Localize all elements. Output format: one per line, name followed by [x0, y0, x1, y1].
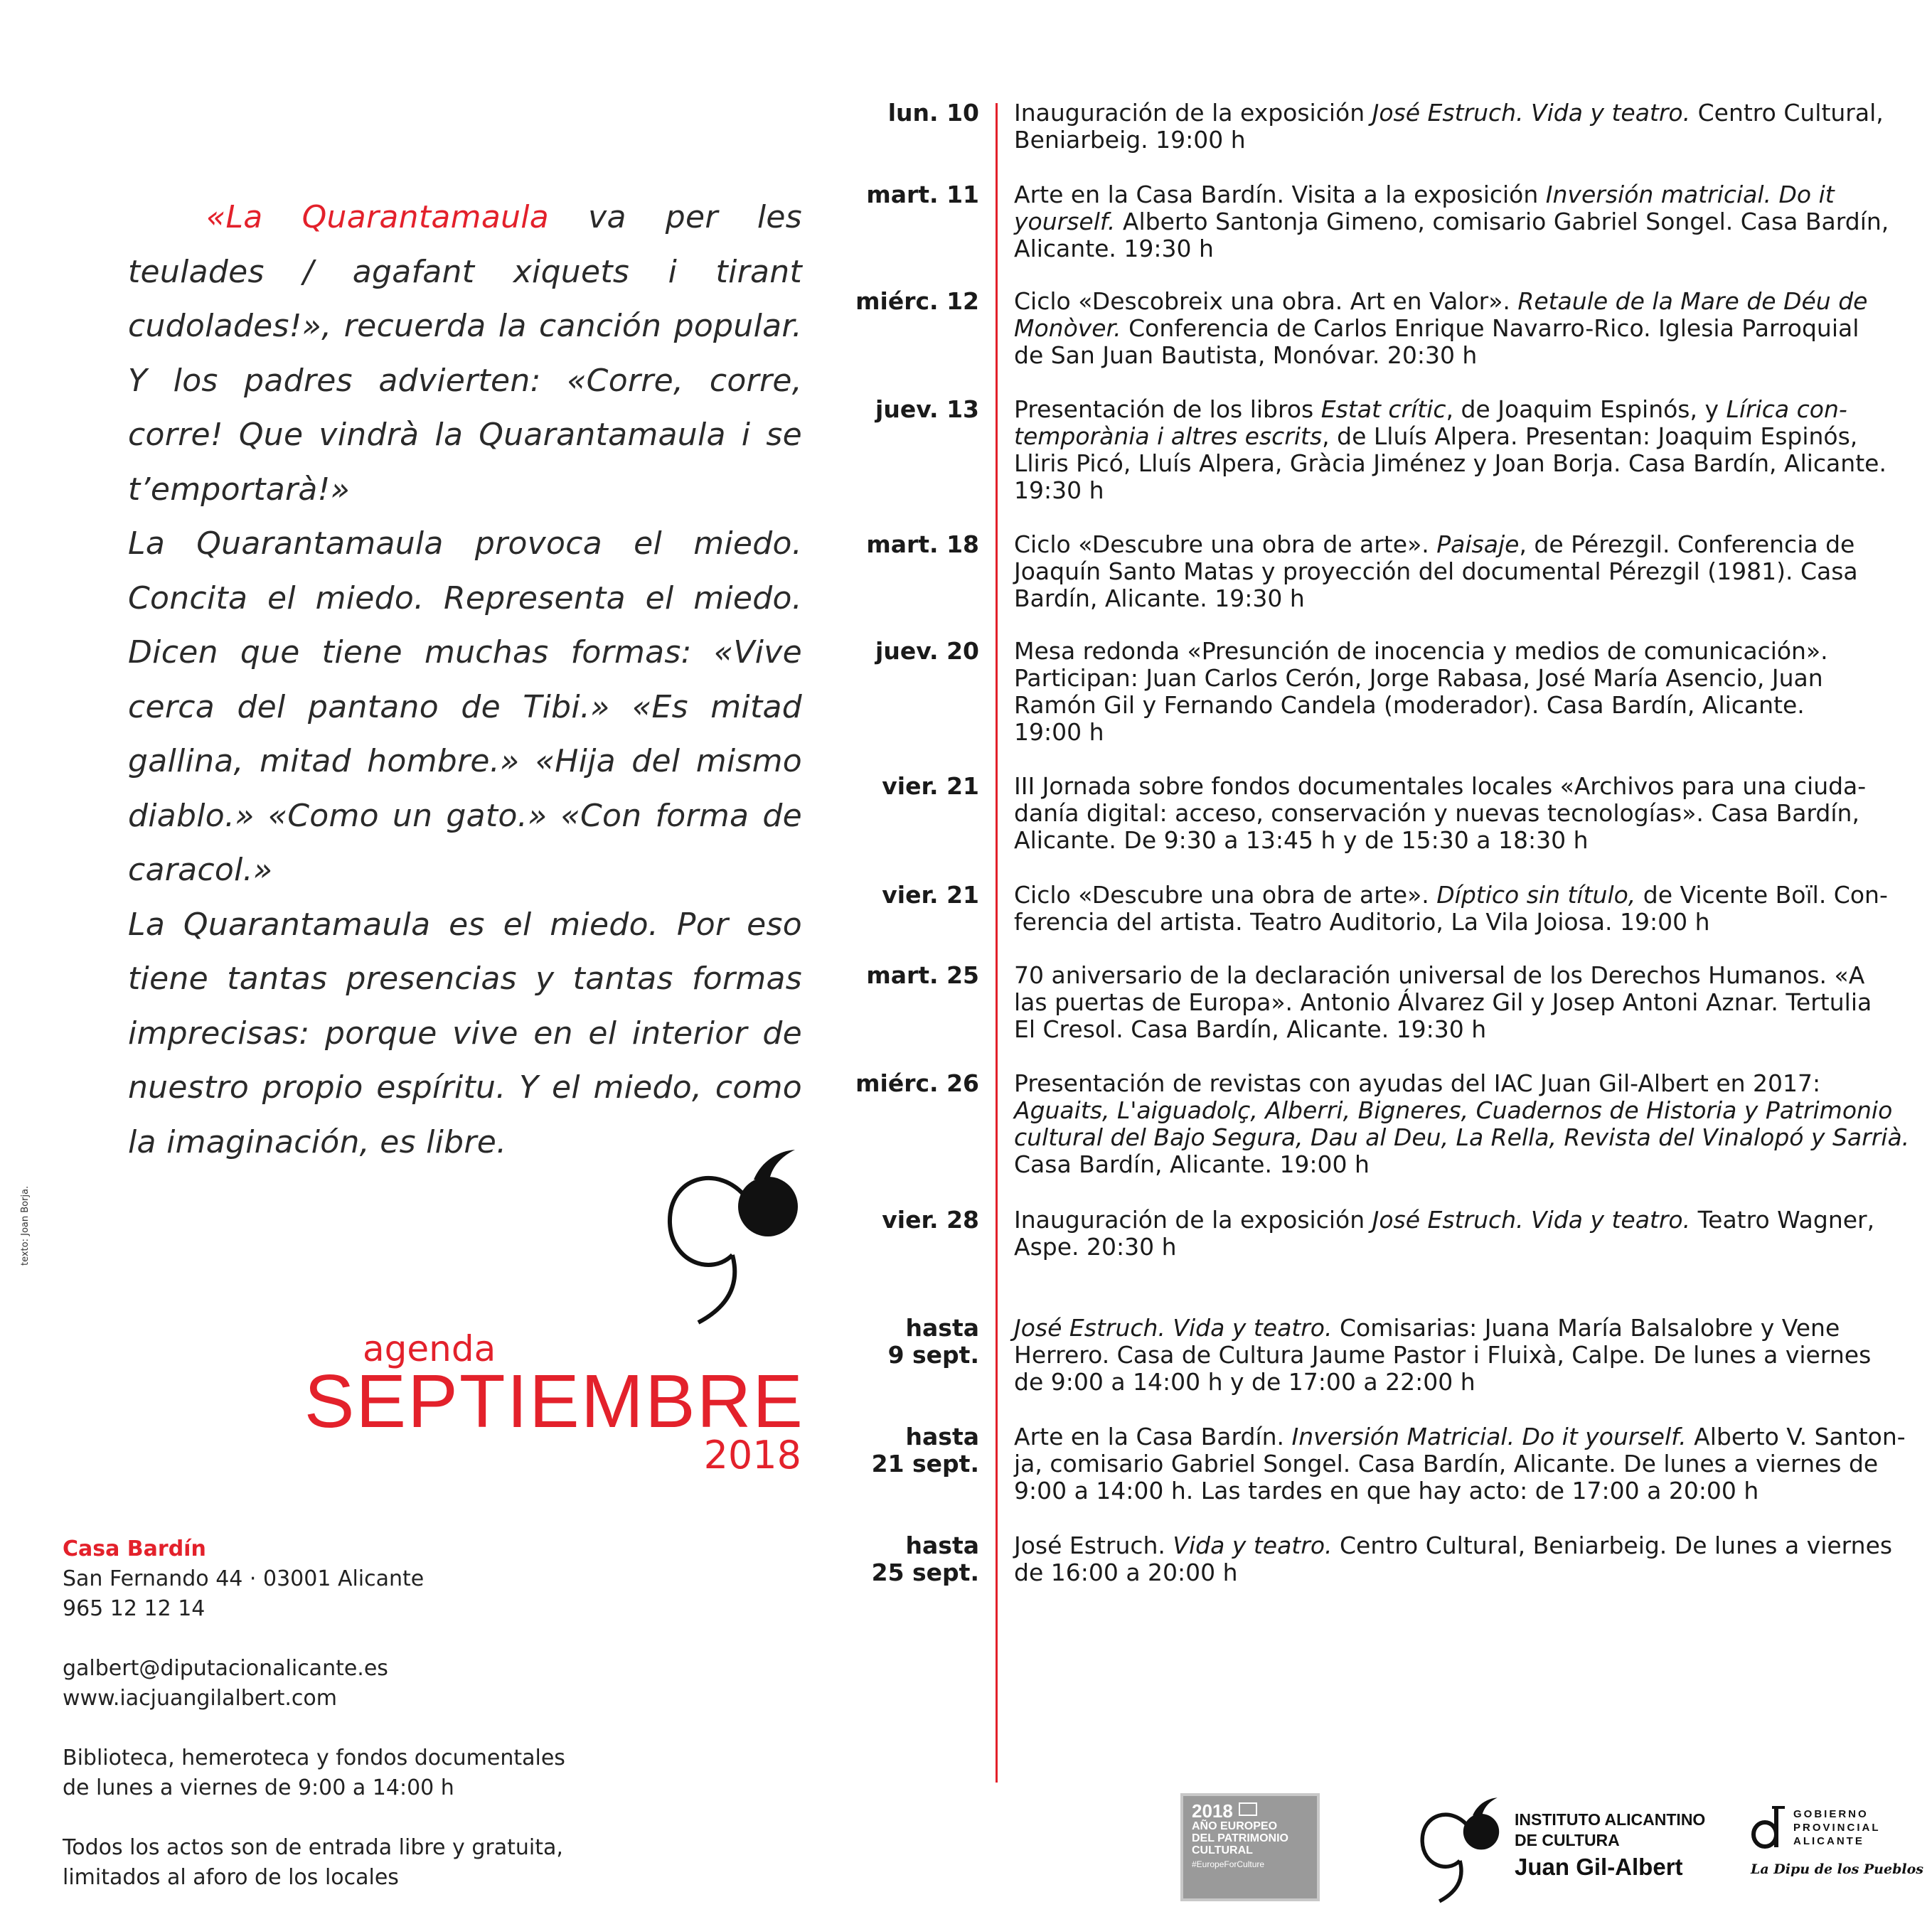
event-description [1014, 181, 1903, 262]
event-description-line [1014, 1450, 1903, 1478]
event-description-line [1014, 909, 1903, 936]
event-title-italic: Vida y teatro. [1173, 1532, 1333, 1559]
event-text: Bardín, Alicante. 19:30 h [1014, 584, 1305, 612]
event-date [794, 1207, 979, 1234]
event-text: de San Juan Bautista, Monóvar. 20:30 h [1014, 341, 1478, 369]
agenda-label: agenda [363, 1328, 496, 1369]
event-description-line [1014, 1207, 1903, 1234]
event-text: Arte en la Casa Bardín. [1014, 1423, 1292, 1450]
event-date [794, 531, 979, 558]
event-text: Inauguración de la exposición [1014, 99, 1372, 127]
event-description-line [1014, 315, 1903, 342]
event-title-italic: temporània i altres escrits [1014, 422, 1323, 450]
event-description-line [1014, 558, 1903, 585]
event-text: Alberto Santonja Gimeno, comisario Gabriel Songel. Casa Bardín, [1115, 208, 1889, 235]
quote-paragraph-1 [128, 191, 802, 517]
iac-comma-logo-icon [1417, 1793, 1503, 1907]
event-date-line: juev. 13 [875, 395, 979, 423]
event-text: Lliris Picó, Lluís Alpera, Gràcia Jiménez y Joan Borja. Casa Bardín, Alicante. [1014, 449, 1886, 477]
event-description-line [1014, 1151, 1903, 1178]
event-description [1014, 288, 1903, 369]
iac-name: Juan Gil-Albert [1515, 1854, 1683, 1880]
event-date-line: hasta [905, 1423, 979, 1450]
event-description [1014, 1315, 1903, 1396]
event-date [794, 773, 979, 800]
event-description-line [1014, 288, 1903, 315]
event-date-line: 9 sept. [887, 1341, 979, 1369]
dipu-logo-text [1793, 1807, 1881, 1848]
dipu-a-logo-icon [1751, 1800, 1786, 1850]
event-description-line [1014, 450, 1903, 477]
event-date [794, 288, 979, 315]
event-title-italic: Lírica con- [1726, 395, 1847, 423]
event-description-line [1014, 1097, 1903, 1124]
event-text: Beniarbeig. 19:00 h [1014, 126, 1246, 154]
event-description-line [1014, 1369, 1903, 1396]
event-description [1014, 1423, 1906, 1505]
event-title-italic: Díptico sin título, [1436, 881, 1636, 909]
event-text: Participan: Juan Carlos Cerón, Jorge Rabasa, José María Asencio, Juan [1014, 664, 1823, 692]
quote-paragraph-2: La Quarantamaula provoca el miedo. Concita el miedo. Representa el miedo. Dicen que tiene muchas formas: «Vive cerca del pantano de Tibi.» «Es mitad gallina, mitad hombre.» «Hija del mismo diablo.» «Como un gato.» «Con forma de caracol.» [128, 525, 802, 888]
event-text: 70 aniversario de la declaración universal de los Derechos Humanos. «A [1014, 961, 1865, 989]
event-description-line [1014, 1070, 1903, 1097]
event-date [794, 1315, 979, 1369]
event-text: 19:30 h [1014, 476, 1104, 504]
event-title-italic: yourself. [1014, 208, 1116, 235]
event-date-line: 21 sept. [871, 1450, 979, 1478]
event-text: ja, comisario Gabriel Songel. Casa Bardín, Alicante. De lunes a viernes de [1014, 1450, 1879, 1478]
event-description-line [1014, 1234, 1903, 1261]
event-text: Inauguración de la exposición [1014, 1206, 1372, 1234]
event-description-line [1014, 989, 1903, 1016]
venue-name: Casa Bardín [63, 1537, 206, 1561]
event-text: José Estruch. [1014, 1532, 1173, 1559]
event-description-line [1014, 638, 1903, 665]
event-title-italic: Inversión Matricial. Do it yourself. [1291, 1423, 1687, 1450]
event-date-line: mart. 11 [866, 181, 979, 208]
event-description [1014, 882, 1903, 936]
venue-address: San Fernando 44 · 03001 Alicante [63, 1566, 425, 1591]
event-description-line [1014, 1123, 1910, 1151]
event-text: de Vicente Boïl. Con- [1635, 881, 1888, 909]
event-description-line [1014, 1532, 1903, 1559]
dipu-line-3: ALICANTE [1793, 1835, 1864, 1847]
eu-text-1: AÑO EUROPEO [1192, 1820, 1278, 1833]
event-title-italic: José Estruch. Vida y teatro. [1372, 1206, 1691, 1234]
event-text: Herrero. Casa de Cultura Jaume Pastor i Fluixà, Calpe. De lunes a viernes [1014, 1341, 1872, 1369]
event-date-line: hasta [905, 1314, 979, 1342]
event-description-line [1014, 882, 1903, 909]
entry-note-2: limitados al aforo de los locales [63, 1865, 399, 1890]
eu-heritage-badge [1180, 1793, 1320, 1901]
dipu-line-2: PROVINCIAL [1793, 1822, 1881, 1834]
entry-note-1: Todos los actos son de entrada libre y gratuita, [63, 1835, 563, 1860]
event-text: Centro Cultural, [1690, 99, 1884, 127]
event-text: Ciclo «Descobreix una obra. Art en Valor». [1014, 287, 1518, 315]
event-text: ferencia del artista. Teatro Auditorio, La Vila Joiosa. 19:00 h [1014, 908, 1710, 936]
event-text: las puertas de Europa». Antonio Álvarez Gil y Josep Antoni Aznar. Tertulia [1014, 988, 1872, 1016]
event-description-line [1014, 962, 1903, 989]
event-date-line: miérc. 12 [855, 287, 979, 315]
event-description [1014, 531, 1903, 612]
quote-title: La Quarantamaula [225, 199, 550, 235]
event-text: Arte en la Casa Bardín. Visita a la exposición [1014, 181, 1546, 208]
event-text: III Jornada sobre fondos documentales locales «Archivos para una ciuda- [1014, 772, 1867, 800]
event-description-line [1014, 396, 1903, 423]
event-description-line [1014, 181, 1903, 208]
venue-phone: 965 12 12 14 [63, 1596, 206, 1621]
event-description-line [1014, 100, 1903, 127]
event-description-line [1014, 585, 1903, 612]
event-description-line [1014, 1342, 1903, 1369]
event-description [1014, 1069, 1910, 1178]
event-date [794, 1070, 979, 1097]
event-text: Presentación de los libros [1014, 395, 1321, 423]
event-text: Presentación de revistas con ayudas del IAC Juan Gil-Albert en 2017: [1014, 1069, 1821, 1097]
event-date-line: lun. 10 [887, 99, 979, 127]
event-text: de 16:00 a 20:00 h [1014, 1559, 1238, 1586]
event-title-italic: José Estruch. Vida y teatro. [1372, 99, 1691, 127]
library-hours-1: Biblioteca, hemeroteca y fondos documentales [63, 1746, 565, 1770]
event-date-line: hasta [905, 1532, 979, 1559]
iac-logo-text [1515, 1810, 1705, 1883]
event-description-line [1014, 827, 1903, 854]
event-description [1014, 773, 1903, 854]
event-description-line [1014, 531, 1903, 558]
event-date [794, 181, 979, 208]
event-title-italic: Retaule de la Mare de Déu de [1517, 287, 1868, 315]
event-description-line [1014, 1016, 1903, 1043]
event-text: 9:00 a 14:00 h. Las tardes en que hay acto: de 17:00 a 20:00 h [1014, 1477, 1759, 1505]
event-title-italic: José Estruch. Vida y teatro. [1014, 1314, 1333, 1342]
event-text: Teatro Wagner, [1690, 1206, 1875, 1234]
event-text: de 9:00 a 14:00 h y de 17:00 a 22:00 h [1014, 1368, 1475, 1396]
contact-block [63, 1534, 703, 1893]
event-text: Centro Cultural, Beniarbeig. De lunes a viernes [1332, 1532, 1893, 1559]
event-text: 19:00 h [1014, 718, 1104, 746]
text-credit: texto: Joan Borja. [20, 1185, 31, 1266]
event-text: Casa Bardín, Alicante. 19:00 h [1014, 1150, 1370, 1178]
quote-text-1: va per les teulades / agafant xiquets i tirant cudolades!», recuerda la canción popular. Y los padres advierten: «Corre, corre, corre! Que vindrà la Quarantamaula i se t’emportarà!» [128, 199, 802, 508]
event-description-line [1014, 1559, 1903, 1586]
event-title-italic: Monòver. [1014, 314, 1121, 342]
event-text: Joaquín Santo Matas y proyección del documental Pérezgil (1981). Casa [1014, 557, 1858, 585]
event-date [794, 1532, 979, 1586]
event-text: Ciclo «Descubre una obra de arte». [1014, 881, 1437, 909]
iac-line-2: DE CULTURA [1515, 1831, 1620, 1849]
event-date [794, 638, 979, 665]
event-date [794, 962, 979, 989]
event-description-line [1014, 477, 1903, 504]
event-date [794, 100, 979, 127]
event-description [1014, 1207, 1903, 1261]
eu-year: 2018 [1192, 1800, 1233, 1822]
event-text: Ramón Gil y Fernando Candela (moderador). Casa Bardín, Alicante. [1014, 691, 1805, 719]
event-title-italic: Inversión matricial. Do it [1545, 181, 1835, 208]
event-date-line: vier. 28 [882, 1206, 979, 1234]
event-description-line [1014, 423, 1903, 450]
event-description [1014, 962, 1903, 1043]
event-title-italic: Estat crític [1320, 395, 1446, 423]
event-text: , de Pérezgil. Conferencia de [1519, 530, 1855, 558]
event-description-line [1014, 665, 1903, 692]
event-text: , de Lluís Alpera. Presentan: Joaquim Espinós, [1322, 422, 1858, 450]
event-description-line [1014, 208, 1903, 235]
year-label: 2018 [703, 1433, 801, 1478]
event-title-italic: cultural del Bajo Segura, Dau al Deu, La Rella, Revista del Vinalopó y Sarrià. [1014, 1123, 1910, 1151]
event-description [1014, 396, 1903, 504]
contact-website[interactable]: www.iacjuangilalbert.com [63, 1686, 337, 1711]
eu-text-2: DEL PATRIMONIO [1192, 1832, 1288, 1845]
library-hours-2: de lunes a viernes de 9:00 a 14:00 h [63, 1775, 454, 1800]
eu-hashtag: #EuropeForCulture [1192, 1859, 1265, 1869]
month-title: SEPTIEMBRE [304, 1359, 804, 1443]
event-description-line [1014, 1423, 1906, 1450]
iac-line-1: INSTITUTO ALICANTINO [1515, 1810, 1706, 1829]
event-text: Conferencia de Carlos Enrique Navarro-Rico. Iglesia Parroquial [1121, 314, 1859, 342]
event-description-line [1014, 1478, 1903, 1505]
contact-email[interactable]: galbert@diputacionalicante.es [63, 1656, 388, 1681]
event-description-line [1014, 800, 1903, 827]
event-text: danía digital: acceso, conservación y nuevas tecnologías». Casa Bardín, [1014, 799, 1859, 827]
quote-open-mark: « [206, 199, 226, 235]
event-date [794, 1423, 979, 1478]
event-date-line: juev. 20 [875, 637, 979, 665]
event-text: Alicante. 19:30 h [1014, 235, 1214, 262]
event-description-line [1014, 719, 1903, 746]
event-date [794, 882, 979, 909]
event-description-line [1014, 773, 1903, 800]
dipu-line-1: GOBIERNO [1793, 1808, 1869, 1820]
event-text: El Cresol. Casa Bardín, Alicante. 19:30 h [1014, 1015, 1487, 1043]
event-text: Mesa redonda «Presunción de inocencia y medios de comunicación». [1014, 637, 1828, 665]
event-title-italic: Paisaje [1436, 530, 1520, 558]
dipu-tagline: La Dipu de los Pueblos [1751, 1861, 1923, 1877]
event-date-line: miérc. 26 [855, 1069, 979, 1097]
event-date [794, 396, 979, 423]
event-description-line [1014, 692, 1903, 719]
event-text: Aspe. 20:30 h [1014, 1233, 1177, 1261]
intro-quote [128, 191, 802, 1170]
event-description-line [1014, 1315, 1903, 1342]
event-text: , de Joaquim Espinós, y [1446, 395, 1726, 423]
eu-text-3: CULTURAL [1192, 1844, 1253, 1856]
event-title-italic: Aguaits, L'aiguadolç, Alberri, Bigneres, Cuadernos de Historia y Patrimonio [1014, 1096, 1893, 1124]
event-date-line: 25 sept. [871, 1559, 979, 1586]
event-text: Alberto V. Santon- [1686, 1423, 1906, 1450]
event-description-line [1014, 127, 1903, 154]
event-text: Comisarias: Juana María Balsalobre y Vene [1332, 1314, 1840, 1342]
column-divider [996, 103, 998, 1783]
iac-comma-logo-icon [661, 1148, 804, 1326]
event-date-line: mart. 25 [866, 961, 979, 989]
event-date-line: vier. 21 [882, 772, 979, 800]
event-text: Ciclo «Descubre una obra de arte». [1014, 530, 1437, 558]
event-date-line: vier. 21 [882, 881, 979, 909]
event-description [1014, 1532, 1903, 1586]
quote-paragraph-3: La Quarantamaula es el miedo. Por eso tiene tantas presencias y tantas formas imprecisas: porque vive en el interior de nuestro propio espíritu. Y el miedo, como la imaginación, es libre. [128, 906, 802, 1160]
event-date-line: mart. 18 [866, 530, 979, 558]
eu-flag-icon [1239, 1802, 1257, 1816]
event-description-line [1014, 235, 1903, 262]
event-description [1014, 638, 1903, 746]
event-description-line [1014, 342, 1903, 369]
event-text: Alicante. De 9:30 a 13:45 h y de 15:30 a 18:30 h [1014, 826, 1589, 854]
event-description [1014, 100, 1903, 154]
